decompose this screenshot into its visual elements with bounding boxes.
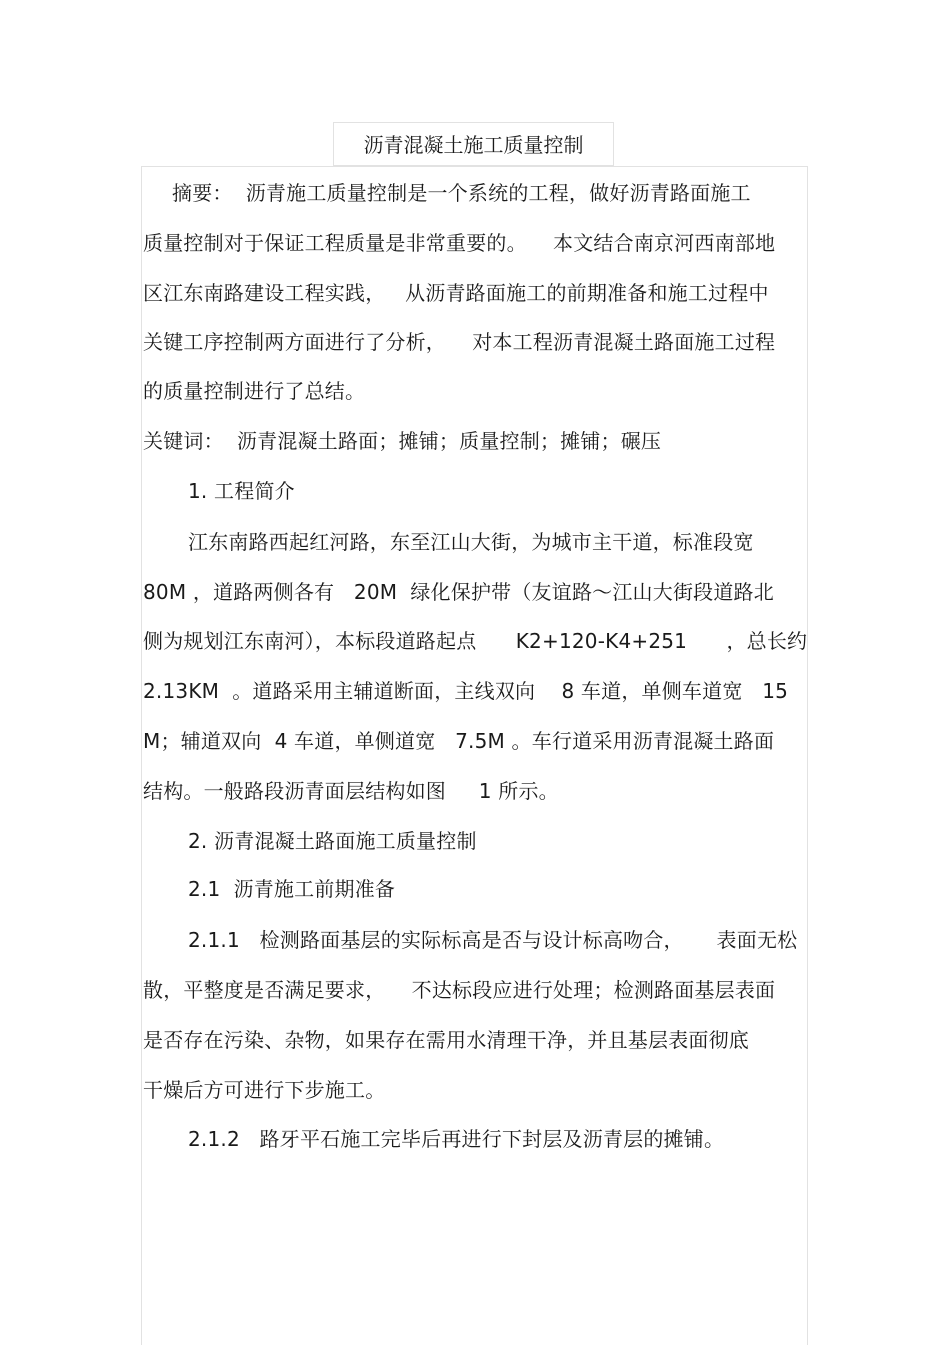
abstract-line-2: 质量控制对于保证工程质量是非常重要的。 本文结合南京河西南部地 xyxy=(143,231,776,255)
body-line-11: 2.1.2 路牙平石施工完毕后再进行下封层及沥青层的摊铺。 xyxy=(188,1127,725,1151)
body-line-10: 干燥后方可进行下步施工。 xyxy=(143,1078,386,1102)
abstract-line-3: 区江东南路建设工程实践， 从沥青路面施工的前期准备和施工过程中 xyxy=(143,281,769,305)
body-line-4: 2.13KM 。道路采用主辅道断面，主线双向 8 车道，单侧车道宽 15 xyxy=(143,679,789,703)
body-line-8: 散，平整度是否满足要求， 不达标段应进行处理；检测路面基层表面 xyxy=(143,978,776,1002)
body-line-3: 侧为规划江东南河），本标段道路起点 K2+120-K4+251 ，总长约 xyxy=(143,629,808,653)
section-1-heading: 1. 工程简介 xyxy=(188,479,295,503)
keywords-line: 关键词： 沥青混凝土路面；摊铺；质量控制；摊铺；碾压 xyxy=(143,429,662,453)
abstract-line-5: 的质量控制进行了总结。 xyxy=(143,379,366,403)
body-line-2: 80M ，道路两侧各有 20M 绿化保护带（友谊路～江山大街段道路北 xyxy=(143,580,774,604)
body-line-6: 结构。一般路段沥青面层结构如图 1 所示。 xyxy=(143,779,559,803)
document-title: 沥青混凝土施工质量控制 xyxy=(363,133,584,157)
abstract-line-4: 关键工序控制两方面进行了分析， 对本工程沥青混凝土路面施工过程 xyxy=(143,330,776,354)
body-line-5: M；辅道双向 4 车道，单侧道宽 7.5M 。车行道采用沥青混凝土路面 xyxy=(143,729,775,753)
abstract-line-1: 摘要： 沥青施工质量控制是一个系统的工程，做好沥青路面施工 xyxy=(172,181,751,205)
body-line-9: 是否存在污染、杂物，如果存在需用水清理干净，并且基层表面彻底 xyxy=(143,1028,749,1052)
section-2-heading: 2. 沥青混凝土路面施工质量控制 xyxy=(188,829,477,853)
section-2-1-heading: 2.1 沥青施工前期准备 xyxy=(188,877,396,901)
body-line-1: 江东南路西起红河路，东至江山大街，为城市主干道，标准段宽 xyxy=(188,530,754,554)
body-line-7: 2.1.1 检测路面基层的实际标高是否与设计标高吻合， 表面无松 xyxy=(188,928,798,952)
